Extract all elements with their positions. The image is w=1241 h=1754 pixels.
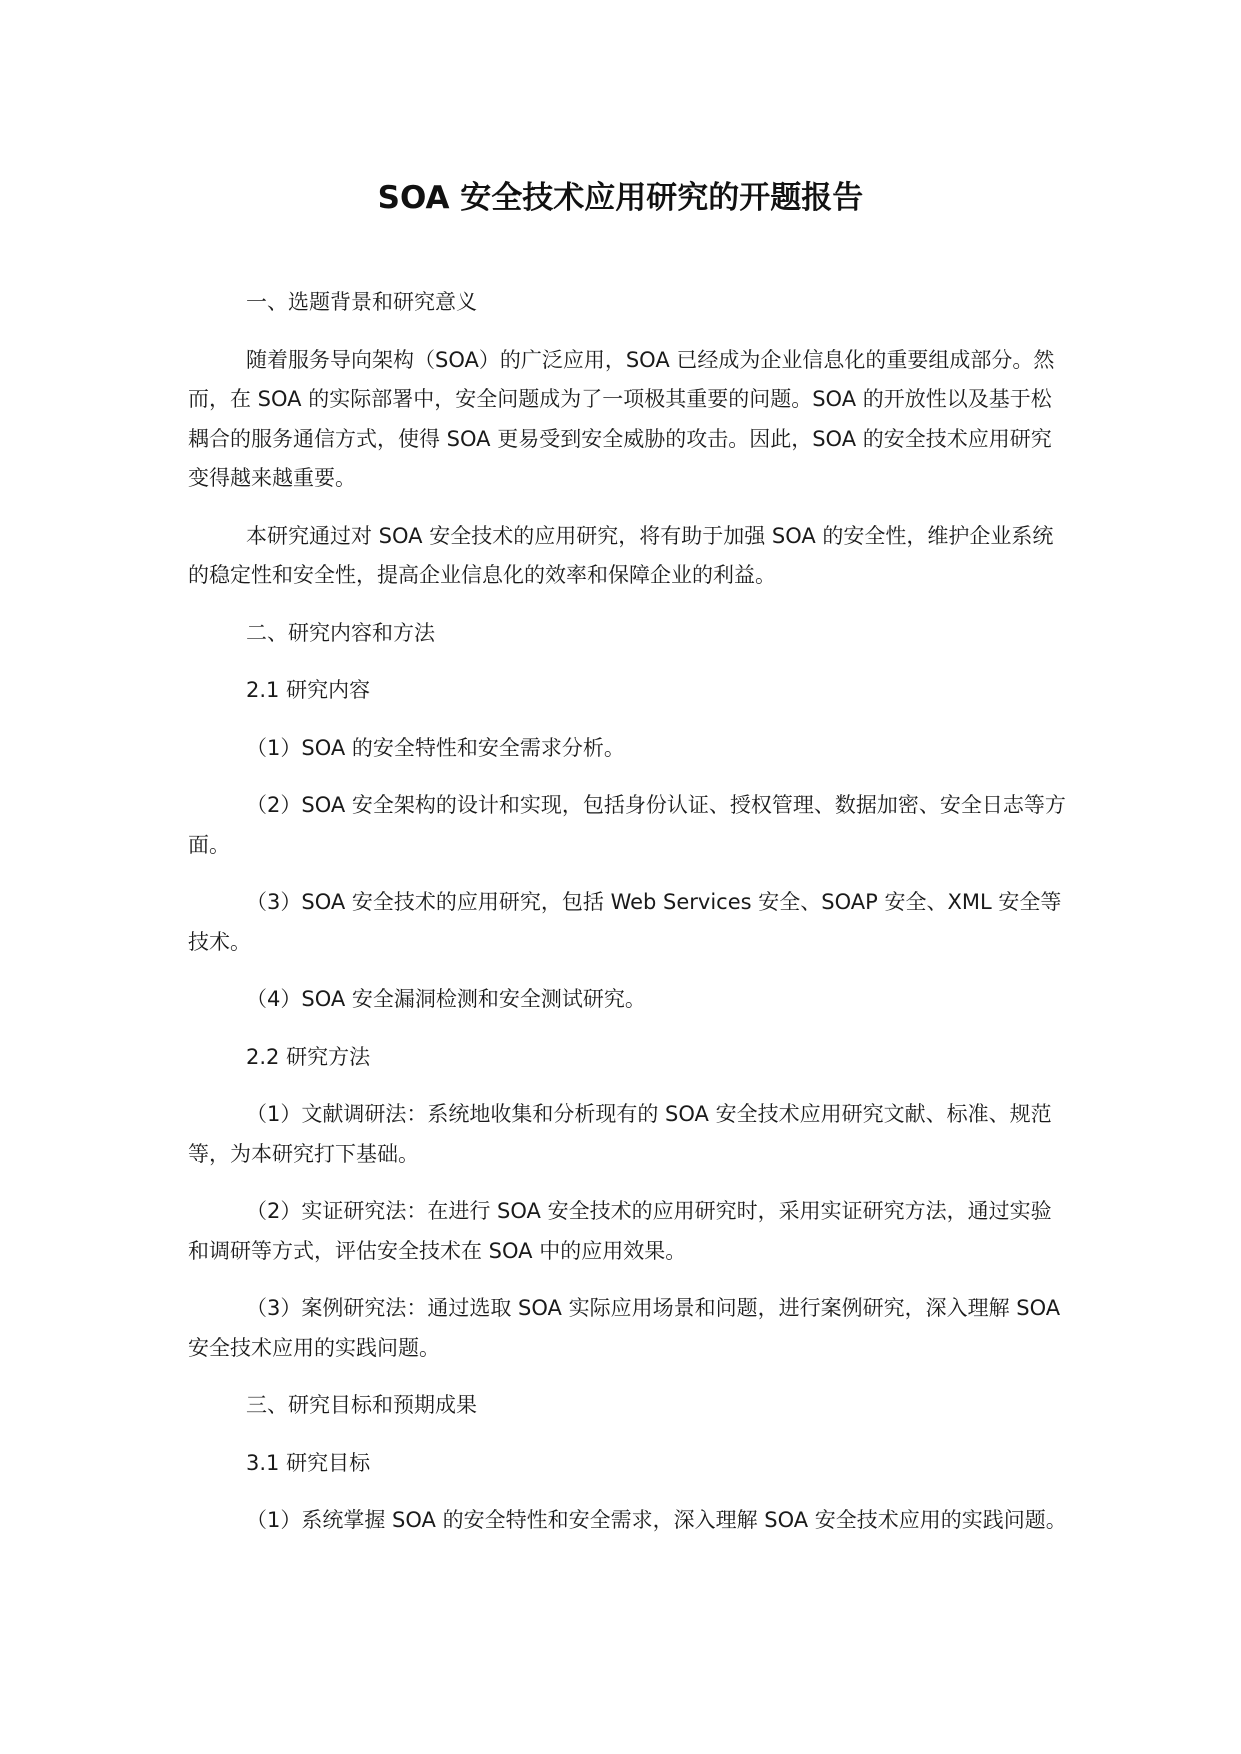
list-item-method-1: （1）文献调研法：系统地收集和分析现有的 SOA 安全技术应用研究文献、标准、规范等，为本研究打下基础。 [188, 1102, 1052, 1166]
section-heading-goals: 三、研究目标和预期成果 [246, 1393, 477, 1417]
paragraph-background: 随着服务导向架构（SOA）的广泛应用，SOA 已经成为企业信息化的重要组成部分。然而，在 SOA 的实际部署中，安全问题成为了一项极其重要的问题。SOA 的开放性以及基于松耦合的服务通信方式，使得 SOA 更易受到安全威胁的攻击。因此，SOA 的安全技术应用研究变得越来越重要。 [188, 347, 1055, 490]
list-item-method-2: （2）实证研究法：在进行 SOA 安全技术的应用研究时，采用实证研究方法，通过实验和调研等方式，评估安全技术在 SOA 中的应用效果。 [188, 1199, 1052, 1263]
list-item-content-4: （4）SOA 安全漏洞检测和安全测试研究。 [246, 987, 646, 1011]
subsection-heading-goals: 3.1 研究目标 [246, 1450, 371, 1475]
subsection-heading-content: 2.1 研究内容 [246, 678, 371, 702]
section-heading-content-methods: 二、研究内容和方法 [246, 620, 435, 645]
document-body [188, 283, 1068, 1559]
list-item-goal-1: （1）系统掌握 SOA 的安全特性和安全需求，深入理解 SOA 安全技术应用的实践问题。 [246, 1508, 1067, 1532]
list-item-content-1: （1）SOA 的安全特性和安全需求分析。 [246, 735, 625, 760]
document-title: SOA 安全技术应用研究的开题报告 [377, 180, 864, 216]
paragraph-significance: 本研究通过对 SOA 安全技术的应用研究，将有助于加强 SOA 的安全性，维护企业系统的稳定性和安全性，提高企业信息化的效率和保障企业的利益。 [188, 523, 1054, 587]
list-item-method-3: （3）案例研究法：通过选取 SOA 实际应用场景和问题，进行案例研究，深入理解 SOA 安全技术应用的实践问题。 [188, 1296, 1061, 1360]
list-item-content-2: （2）SOA 安全架构的设计和实现，包括身份认证、授权管理、数据加密、安全日志等方面。 [188, 793, 1066, 857]
section-heading-background: 一、选题背景和研究意义 [246, 290, 477, 314]
subsection-heading-methods: 2.2 研究方法 [246, 1044, 371, 1069]
list-item-content-3: （3）SOA 安全技术的应用研究，包括 Web Services 安全、SOAP 安全、XML 安全等技术。 [188, 890, 1062, 954]
